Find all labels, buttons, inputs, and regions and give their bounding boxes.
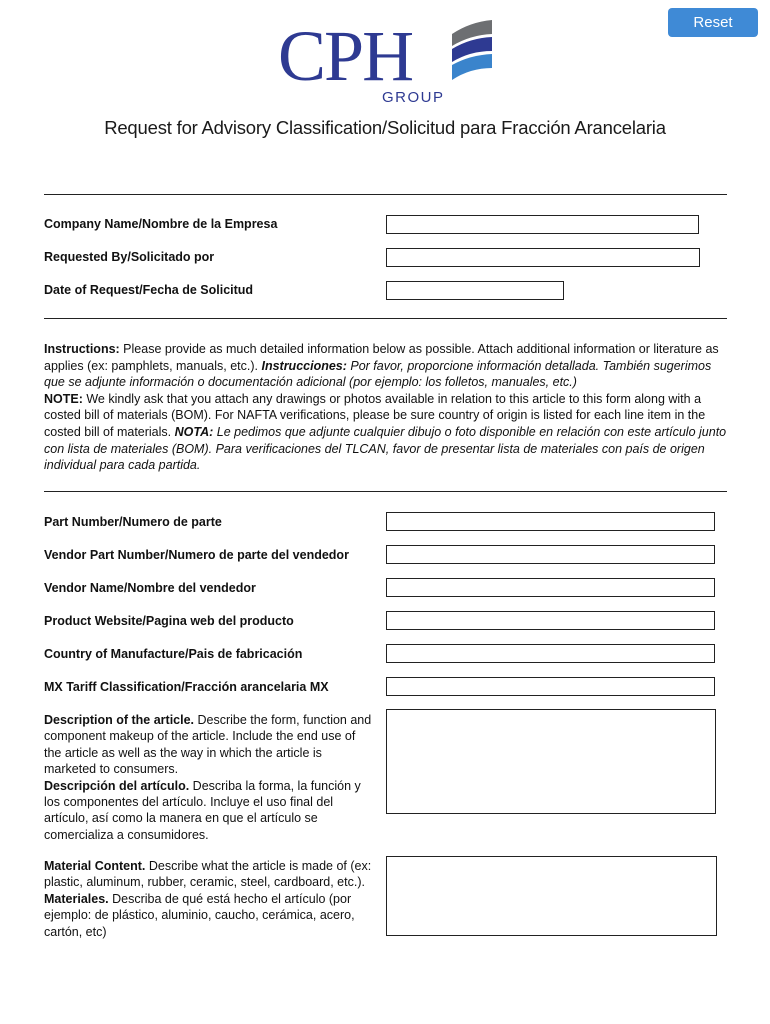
mx-tariff-input[interactable] [386,677,715,696]
product-website-label: Product Website/Pagina web del producto [44,614,294,628]
description-heading: Description of the article. [44,713,195,727]
vendor-name-label: Vendor Name/Nombre del vendedor [44,581,256,595]
material-heading: Material Content. [44,859,146,873]
divider [44,194,727,195]
date-of-request-label: Date of Request/Fecha de Solicitud [44,283,254,297]
vendor-part-number-label: Vendor Part Number/Numero de parte del vendedor [44,548,349,562]
material-text [44,858,376,940]
materiales-heading: Materiales. [44,891,109,906]
nota-body: Le pedimos que adjunte cualquier dibujo o foto disponible en relación con este artículo junto con lista de materiales (BOM). Para verificaciones del TLCAN, favor de presentar lista de materiales con país de origen individual para cada partida. [44,424,727,473]
company-name-label: Company Name/Nombre de la Empresa [44,217,278,231]
form-title: Request for Advisory Classification/Solicitud para Fracción Arancelaria [104,117,666,138]
instrucciones-heading: Instrucciones: [261,358,347,373]
descripcion-body: Describa la forma, la función y los componentes del artículo. Incluye el uso final del artículo, así como la manera en que el artículo se comercializa a consumidores. [44,778,361,842]
mx-tariff-label: MX Tariff Classification/Fracción arancelaria MX [44,680,329,694]
product-website-input[interactable] [386,611,715,630]
vendor-name-input[interactable] [386,578,715,597]
date-of-request-input[interactable] [386,281,564,300]
instructions-body: Please provide as much detailed information below as possible. Attach additional information or literature as applies (ex: pamphlets, manuals, etc.). [44,342,719,373]
instructions-text [44,341,734,474]
material-body: Describe what the article is made of (ex: plastic, aluminum, rubber, ceramic, steel, cardboard, etc.). [44,859,372,890]
requested-by-input[interactable] [386,248,700,267]
instrucciones-body: Por favor, proporcione información detallada. También sugerimos que se adjunte información o documentación adicional (por ejemplo: los folletos, manuales, etc.) [44,358,712,390]
part-number-input[interactable] [386,512,715,531]
country-of-manufacture-input[interactable] [386,644,715,663]
logo-wordmark: CPH [278,16,413,96]
descripcion-heading: Descripción del artículo. [44,778,190,793]
reset-button[interactable]: Reset [668,8,758,37]
vendor-part-number-input[interactable] [386,545,715,564]
company-name-input[interactable] [386,215,699,234]
note-body: We kindly ask that you attach any drawings or photos available in relation to this article to this form along with a costed bill of materials (BOM). For NAFTA verifications, please be sure country of origin is listed for each line item in the costed bill of materials. [44,391,706,439]
note-heading: NOTE: [44,391,83,406]
material-textarea[interactable] [386,856,717,936]
nota-heading: NOTA: [174,424,214,439]
requested-by-label: Requested By/Solicitado por [44,250,215,264]
description-body: Describe the form, function and component makeup of the article. Include the end use of the article as well as the way in which the article is marketed to consumers. [44,713,372,777]
instructions-heading: Instructions: [44,342,120,356]
logo-subtitle: GROUP [382,89,445,106]
description-textarea[interactable] [386,709,716,814]
description-text [44,712,376,843]
materiales-body: Describa de qué está hecho el artículo (por ejemplo: de plástico, aluminio, caucho, cerámica, acero, cartón, etc) [44,891,355,939]
part-number-label: Part Number/Numero de parte [44,515,222,529]
logo-stripes-icon [448,18,496,88]
divider [44,318,727,319]
divider [44,491,727,492]
country-of-manufacture-label: Country of Manufacture/Pais de fabricación [44,647,303,661]
